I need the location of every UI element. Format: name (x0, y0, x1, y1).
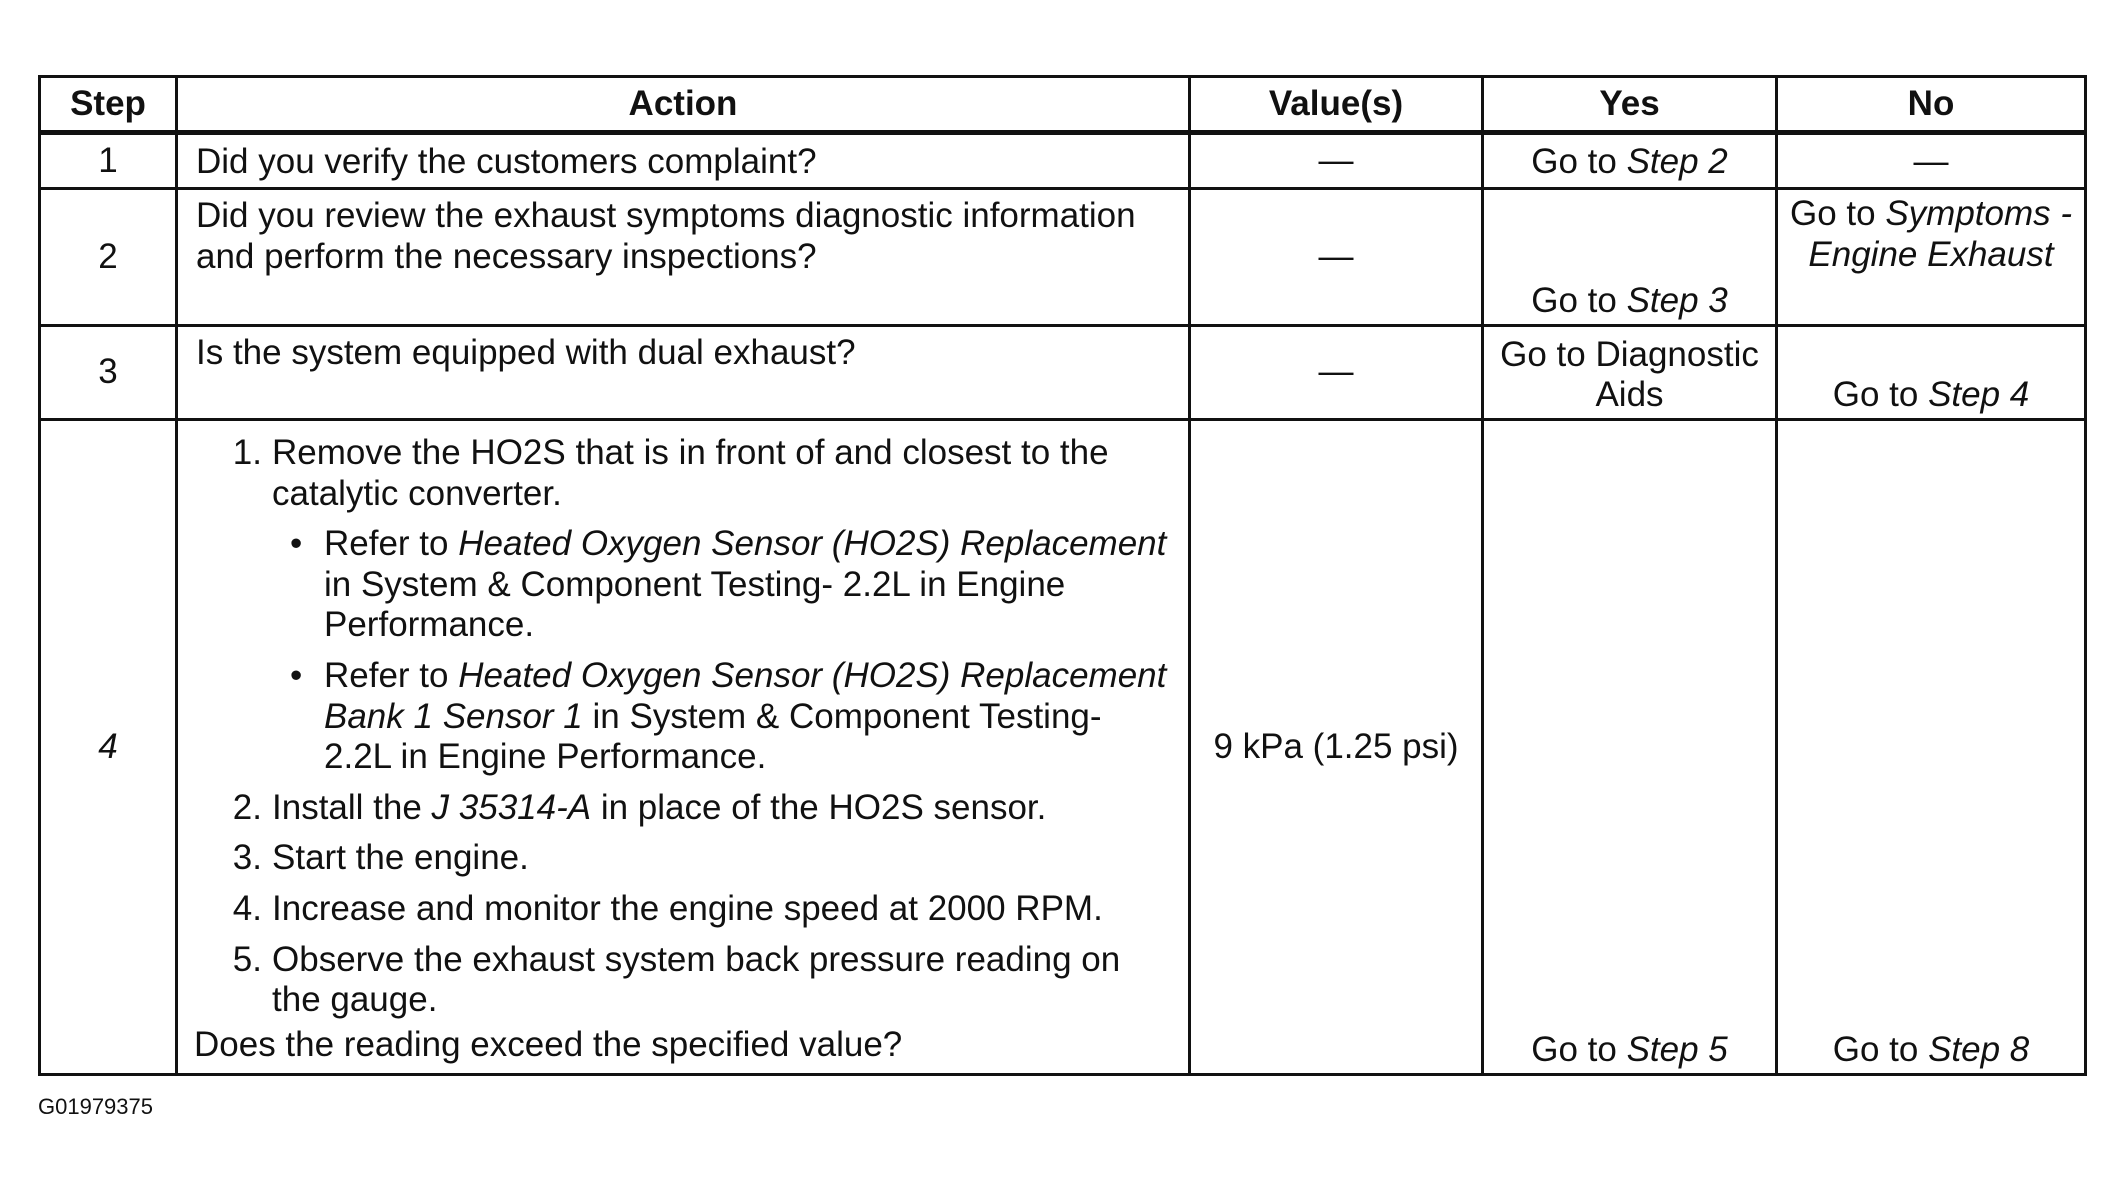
bullet-prefix: Refer to (324, 524, 459, 564)
table-row (40, 133, 2086, 189)
yes-step-link: Step 3 (1626, 281, 1728, 321)
no-prefix: Go to (1832, 1030, 1929, 1070)
procedure-list (196, 433, 1178, 1021)
yes-cell (1483, 420, 1777, 1075)
no-step-link: Step 8 (1928, 1030, 2030, 1070)
figure-id-caption: G01979375 (38, 1094, 153, 1119)
table-row (40, 189, 2086, 326)
step-number: 2 (40, 189, 177, 326)
list-number: 2. (232, 787, 262, 827)
yes-cell: Go to Diagnostic Aids (1483, 326, 1777, 420)
yes-prefix: Go to (1531, 281, 1627, 321)
yes-prefix: Go to (1531, 141, 1627, 181)
step-number: 4 (40, 420, 177, 1075)
bullet-suffix: in System & Component Testing- 2.2L in Engine Performance. (324, 564, 1066, 645)
list-item-body (272, 433, 1178, 778)
list-item-suffix: in place of the HO2S sensor. (591, 787, 1047, 827)
no-step-link: Step 4 (1928, 375, 2030, 415)
action-cell (177, 420, 1190, 1075)
list-item (196, 889, 1178, 930)
no-cell (1777, 189, 2086, 326)
bullet-item (272, 656, 1178, 778)
yes-step-link: Step 2 (1626, 141, 1728, 181)
action-text: Did you verify the customers complaint? (177, 133, 1190, 189)
bullet-dot-icon: • (290, 655, 303, 695)
header-action: Action (177, 77, 1190, 133)
list-item-body (272, 788, 1178, 829)
step-number: 1 (40, 133, 177, 189)
list-item (196, 838, 1178, 879)
tool-reference: J 35314-A (431, 787, 592, 827)
value-cell: — (1190, 133, 1483, 189)
action-text: Did you review the exhaust symptoms diagnostic information and perform the necessary inspections? (177, 189, 1190, 326)
no-cell: — (1777, 133, 2086, 189)
no-prefix: Go to (1789, 194, 1886, 233)
bullet-dot-icon: • (290, 524, 303, 564)
list-number: 3. (232, 838, 262, 878)
no-cell (1777, 420, 2086, 1075)
value-cell: 9 kPa (1.25 psi) (1190, 420, 1483, 1075)
yes-cell (1483, 133, 1777, 189)
list-item (196, 433, 1178, 778)
list-number: 1. (232, 433, 262, 472)
header-yes: Yes (1483, 77, 1777, 133)
list-item-prefix: Install the (272, 787, 432, 827)
list-number: 5. (232, 939, 262, 979)
step-number: 3 (40, 326, 177, 420)
diagnostic-table (38, 75, 2087, 1076)
value-cell: — (1190, 326, 1483, 420)
list-item-text: Remove the HO2S that is in front of and closest to the catalytic converter. (272, 433, 1109, 513)
list-number: 4. (232, 888, 262, 928)
list-item-text: Increase and monitor the engine speed at 2000 RPM. (272, 888, 1103, 928)
bullet-reference: Heated Oxygen Sensor (HO2S) Replacement (458, 524, 1167, 564)
table-row (40, 326, 2086, 420)
no-symptoms-link: Symptoms - Engine Exhaust (1808, 194, 2073, 274)
header-values: Value(s) (1190, 77, 1483, 133)
bullet-suffix: in System & Component Testing- 2.2L in Engine Performance. (324, 696, 1102, 777)
question-text: Does the reading exceed the specified value? (194, 1024, 903, 1064)
bullet-text (324, 524, 1178, 646)
yes-step-link: Step 5 (1626, 1030, 1728, 1070)
header-no: No (1777, 77, 2086, 133)
header-step: Step (40, 77, 177, 133)
list-item-text: Start the engine. (272, 838, 529, 878)
list-item-text: Observe the exhaust system back pressure reading on the gauge. (272, 939, 1121, 1020)
yes-cell (1483, 189, 1777, 326)
yes-prefix: Go to (1531, 1030, 1627, 1070)
table-row (40, 420, 2086, 1075)
list-item (196, 788, 1178, 829)
bullet-reference: Heated Oxygen Sensor (HO2S) Replacement Bank 1 Sensor 1 (324, 655, 1167, 736)
no-cell (1777, 326, 2086, 420)
action-text: Is the system equipped with dual exhaust? (177, 326, 1190, 420)
value-cell: — (1190, 189, 1483, 326)
bullet-item (272, 524, 1178, 646)
table-header-row (40, 77, 2086, 133)
bullet-prefix: Refer to (324, 655, 459, 695)
no-prefix: Go to (1832, 375, 1929, 415)
list-item (196, 940, 1178, 1021)
bullet-text (324, 656, 1178, 778)
